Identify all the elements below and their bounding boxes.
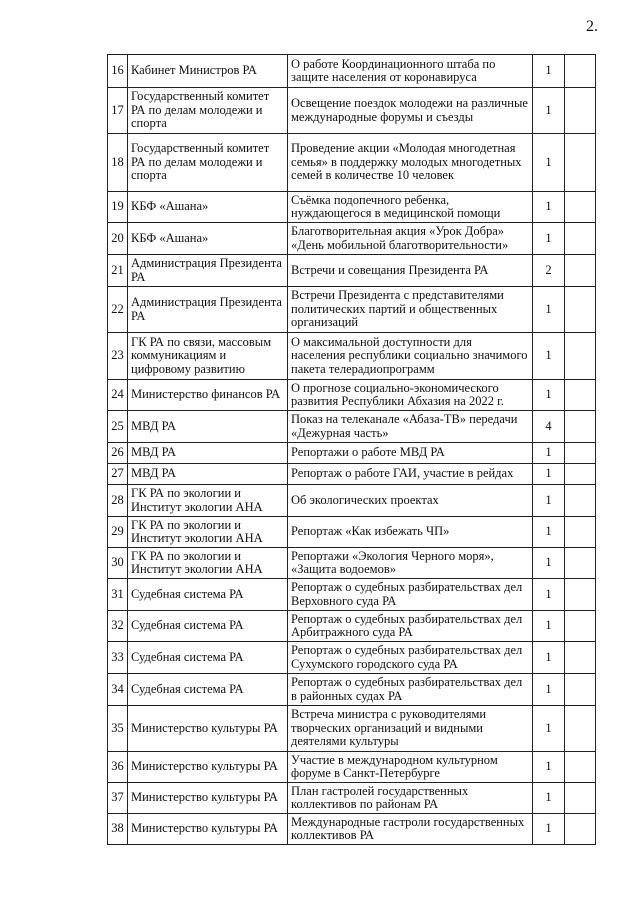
count-cell: 1 [533,674,565,706]
table-row [108,485,596,517]
row-number: 34 [108,674,128,706]
topic-cell: Репортаж «Как избежать ЧП» [288,517,533,548]
empty-cell [565,548,596,579]
table-row [108,706,596,752]
count-cell: 1 [533,517,565,548]
row-number: 30 [108,548,128,579]
row-number: 28 [108,485,128,517]
count-cell: 1 [533,55,565,88]
organization-cell: Государственный комитет РА по делам молодежи и спорта [128,88,288,134]
row-number: 26 [108,443,128,464]
table-row [108,192,596,223]
table-row [108,517,596,548]
topic-cell: Съёмка подопечного ребенка, нуждающегося в медицинской помощи [288,192,533,223]
empty-cell [565,443,596,464]
organization-cell: Государственный комитет РА по делам молодежи и спорта [128,134,288,192]
organization-cell: ГК РА по экологии и Институт экологии АНА [128,517,288,548]
empty-cell [565,783,596,814]
topic-cell: Об экологических проектах [288,485,533,517]
row-number: 22 [108,287,128,333]
count-cell: 1 [533,223,565,255]
topic-cell: Встречи и совещания Президента РА [288,255,533,287]
empty-cell [565,88,596,134]
table-row [108,611,596,642]
table-row [108,223,596,255]
empty-cell [565,223,596,255]
empty-cell [565,611,596,642]
organization-cell: МВД РА [128,443,288,464]
table-row [108,255,596,287]
organization-cell: КБФ «Ашана» [128,223,288,255]
organization-cell: Судебная система РА [128,674,288,706]
topic-cell: Встреча министра с руководителями творческих организаций и видными деятелями культуры [288,706,533,752]
page-number: 2. [586,18,598,35]
count-cell: 1 [533,814,565,845]
empty-cell [565,55,596,88]
organization-cell: Министерство культуры РА [128,783,288,814]
row-number: 18 [108,134,128,192]
table-row [108,548,596,579]
empty-cell [565,517,596,548]
count-cell: 1 [533,443,565,464]
topic-cell: План гастролей государственных коллективов по районам РА [288,783,533,814]
row-number: 27 [108,464,128,485]
empty-cell [565,411,596,443]
count-cell: 1 [533,134,565,192]
topic-cell: Благотворительная акция «Урок Добра» «День мобильной благотворительности» [288,223,533,255]
table-row [108,579,596,611]
organization-cell: КБФ «Ашана» [128,192,288,223]
topic-cell: О максимальной доступности для населения республики социально значимого пакета телерадиопрограмм [288,333,533,380]
topic-cell: Показ на телеканале «Абаза-ТВ» передачи «Дежурная часть» [288,411,533,443]
count-cell: 1 [533,579,565,611]
row-number: 17 [108,88,128,134]
table-row [108,443,596,464]
empty-cell [565,674,596,706]
table-row [108,464,596,485]
organization-cell: Администрация Президента РА [128,287,288,333]
row-number: 31 [108,579,128,611]
row-number: 38 [108,814,128,845]
empty-cell [565,464,596,485]
count-cell: 1 [533,548,565,579]
table-row [108,674,596,706]
row-number: 19 [108,192,128,223]
organization-cell: ГК РА по экологии и Институт экологии АНА [128,548,288,579]
empty-cell [565,642,596,674]
schedule-table-body [108,55,596,845]
row-number: 37 [108,783,128,814]
count-cell: 1 [533,333,565,380]
organization-cell: Министерство культуры РА [128,814,288,845]
count-cell: 2 [533,255,565,287]
row-number: 32 [108,611,128,642]
table-row [108,88,596,134]
empty-cell [565,255,596,287]
table-row [108,380,596,411]
table-row [108,134,596,192]
table-row [108,55,596,88]
row-number: 21 [108,255,128,287]
organization-cell: Кабинет Министров РА [128,55,288,88]
topic-cell: Участие в международном культурном форуме в Санкт-Петербурге [288,752,533,783]
count-cell: 1 [533,464,565,485]
row-number: 36 [108,752,128,783]
table-row [108,814,596,845]
count-cell: 1 [533,642,565,674]
organization-cell: Судебная система РА [128,579,288,611]
row-number: 20 [108,223,128,255]
topic-cell: Репортажи «Экология Черного моря», «Защита водоемов» [288,548,533,579]
count-cell: 1 [533,611,565,642]
row-number: 24 [108,380,128,411]
empty-cell [565,579,596,611]
row-number: 16 [108,55,128,88]
topic-cell: Репортаж о судебных разбирательствах дел Арбитражного суда РА [288,611,533,642]
topic-cell: Репортаж о судебных разбирательствах дел в районных судах РА [288,674,533,706]
table-row [108,411,596,443]
table-row [108,642,596,674]
organization-cell: ГК РА по экологии и Институт экологии АНА [128,485,288,517]
empty-cell [565,192,596,223]
organization-cell: Министерство финансов РА [128,380,288,411]
table-row [108,783,596,814]
organization-cell: Судебная система РА [128,611,288,642]
count-cell: 1 [533,783,565,814]
topic-cell: Международные гастроли государственных коллективов РА [288,814,533,845]
row-number: 25 [108,411,128,443]
count-cell: 1 [533,752,565,783]
table-row [108,752,596,783]
count-cell: 1 [533,287,565,333]
count-cell: 1 [533,380,565,411]
table-row [108,287,596,333]
organization-cell: Министерство культуры РА [128,706,288,752]
table-row [108,333,596,380]
empty-cell [565,134,596,192]
organization-cell: МВД РА [128,411,288,443]
count-cell: 1 [533,88,565,134]
row-number: 33 [108,642,128,674]
row-number: 23 [108,333,128,380]
organization-cell: Министерство культуры РА [128,752,288,783]
organization-cell: Судебная система РА [128,642,288,674]
count-cell: 1 [533,485,565,517]
organization-cell: ГК РА по связи, массовым коммуникациям и цифровому развитию [128,333,288,380]
count-cell: 1 [533,706,565,752]
empty-cell [565,706,596,752]
topic-cell: Репортажи о работе МВД РА [288,443,533,464]
empty-cell [565,287,596,333]
topic-cell: Проведение акции «Молодая многодетная семья» в поддержку молодых многодетных семей в количестве 10 человек [288,134,533,192]
empty-cell [565,814,596,845]
empty-cell [565,485,596,517]
topic-cell: Освещение поездок молодежи на различные международные форумы и съезды [288,88,533,134]
empty-cell [565,752,596,783]
topic-cell: Репортаж о работе ГАИ, участие в рейдах [288,464,533,485]
count-cell: 1 [533,192,565,223]
topic-cell: О прогнозе социально-экономического развития Республики Абхазия на 2022 г. [288,380,533,411]
empty-cell [565,380,596,411]
topic-cell: Репортаж о судебных разбирательствах дел Сухумского городского суда РА [288,642,533,674]
row-number: 35 [108,706,128,752]
row-number: 29 [108,517,128,548]
topic-cell: Репортаж о судебных разбирательствах дел Верховного суда РА [288,579,533,611]
count-cell: 4 [533,411,565,443]
topic-cell: О работе Координационного штаба по защите населения от коронавируса [288,55,533,88]
organization-cell: Администрация Президента РА [128,255,288,287]
topic-cell: Встречи Президента с представителями политических партий и общественных организаций [288,287,533,333]
schedule-table [107,54,596,845]
organization-cell: МВД РА [128,464,288,485]
empty-cell [565,333,596,380]
